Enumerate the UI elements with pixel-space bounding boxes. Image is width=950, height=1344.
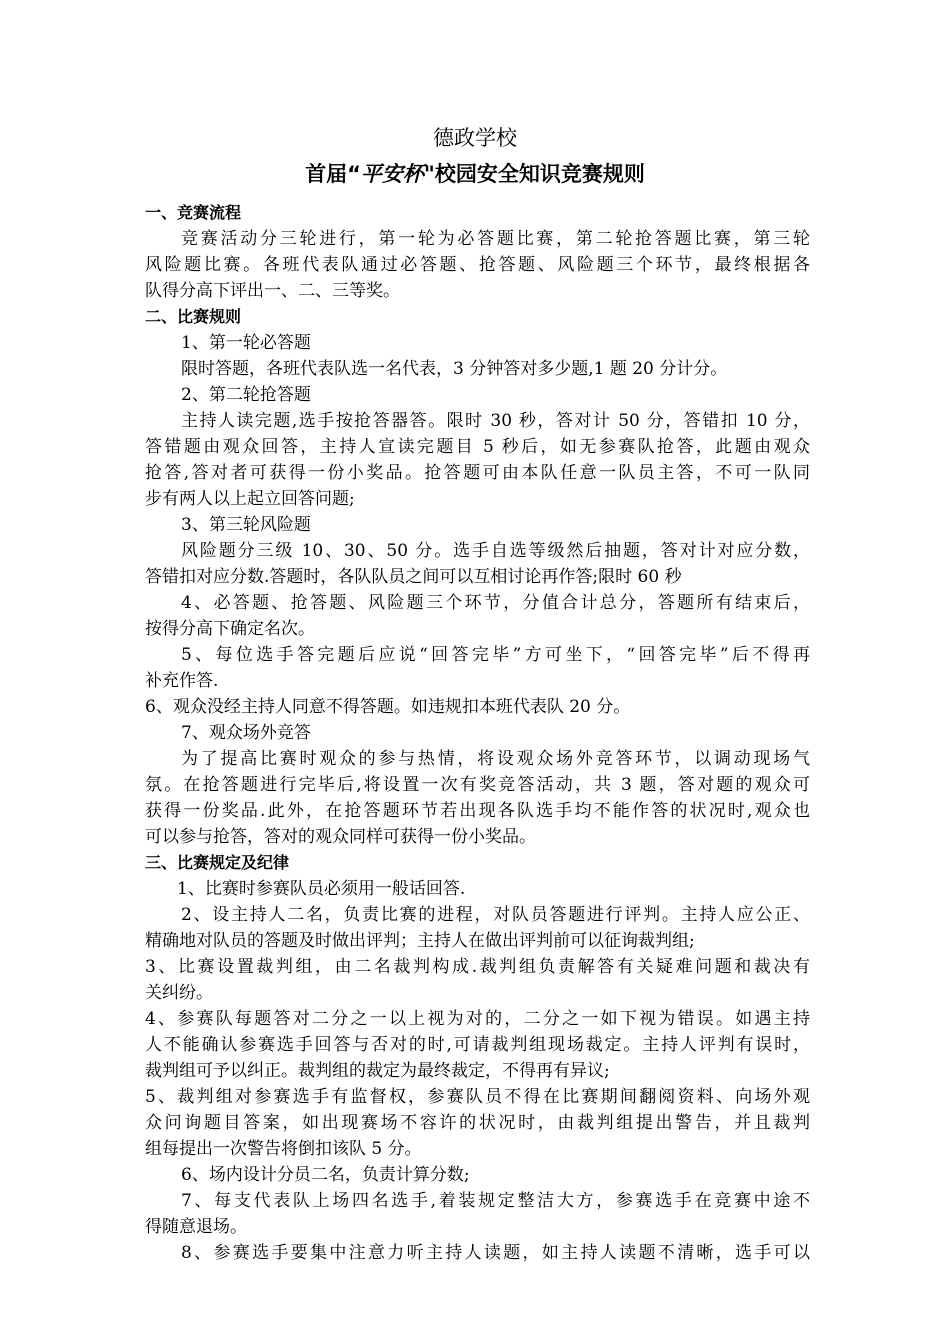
text-line: 氛。在抢答题进行完毕后,将设置一次有奖竞答活动，共 3 题，答对题的观众可 — [145, 775, 810, 795]
section-heading: 三、比赛规定及纪律 — [145, 853, 290, 872]
title-quote-open: “ — [347, 162, 361, 186]
text-line: 获得一份奖品.此外，在抢答题环节若出现各队选手均不能作答的状况时,观众也 — [145, 801, 810, 821]
text-line: 答错题由观众回答，主持人宣读完题目 5 秒后，如无参赛队抢答，此题由观众 — [145, 437, 810, 457]
text-line: 1、第一轮必答题 — [181, 333, 311, 353]
text-line: 5、裁判组对参赛选手有监督权，参赛队员不得在比赛期间翻阅资料、向场外观 — [145, 1087, 810, 1107]
text-line: 2、设主持人二名，负责比赛的进程，对队员答题进行评判。主持人应公正、 — [181, 905, 810, 925]
title-cup-name: 平安杯 — [360, 161, 424, 186]
text-line: 3、比赛设置裁判组，由二名裁判构成.裁判组负责解答有关疑难问题和裁决有 — [145, 957, 810, 977]
text-line: 关纠纷。 — [145, 983, 213, 1003]
text-line: 组每提出一次警告将倒扣该队 5 分。 — [145, 1139, 422, 1159]
text-line: 精确地对队员的答题及时做出评判；主持人在做出评判前可以征询裁判组; — [145, 931, 695, 951]
text-line: 风险题比赛。各班代表队通过必答题、抢答题、风险题三个环节，最终根据各 — [145, 255, 810, 275]
text-line: 2、第二轮抢答题 — [181, 385, 311, 405]
document-body — [145, 200, 810, 1266]
text-line: 6、场内设计分员二名，负责计算分数; — [181, 1165, 470, 1185]
text-line: 答错扣对应分数.答题时，各队队员之间可以互相讨论再作答;限时 60 秒 — [145, 567, 682, 587]
text-line: 风险题分三级 10、30、50 分。选手自选等级然后抽题，答对计对应分数， — [181, 541, 810, 561]
section-heading: 二、比赛规则 — [145, 307, 242, 326]
text-line: 4、参赛队每题答对二分之一以上视为对的，二分之一如下视为错误。如遇主持 — [145, 1009, 810, 1029]
text-line: 按得分高下确定名次。 — [145, 619, 315, 639]
text-line: 5、每位选手答完题后应说“回答完毕”方可坐下，“回答完毕”后不得再 — [181, 645, 810, 665]
title-quote-close: " — [423, 162, 435, 186]
text-line: 人不能确认参赛选手回答与否对的时,可请裁判组现场裁定。主持人评判有误时， — [145, 1035, 810, 1055]
text-line: 6、观众没经主持人同意不得答题。如违规扣本班代表队 20 分。 — [145, 697, 631, 717]
text-line: 抢答,答对者可获得一份小奖品。抢答题可由本队任意一队员主答，不可一队同 — [145, 463, 810, 483]
text-line: 7、每支代表队上场四名选手,着装规定整洁大方，参赛选手在竞赛中途不 — [181, 1191, 810, 1211]
text-line: 主持人读完题,选手按抢答器答。限时 30 秒，答对计 50 分，答错扣 10 分， — [181, 411, 810, 431]
text-line: 步有两人以上起立回答问题; — [145, 489, 355, 509]
text-line: 7、观众场外竞答 — [181, 723, 311, 743]
text-line: 8、参赛选手要集中注意力听主持人读题，如主持人读题不清晰，选手可以 — [181, 1243, 810, 1263]
text-line: 裁判组可予以纠正。裁判组的裁定为最终裁定，不得再有异议; — [145, 1061, 610, 1081]
text-line: 可以参与抢答，答对的观众同样可获得一份小奖品。 — [145, 827, 536, 847]
document-title — [0, 158, 950, 188]
text-line: 得随意退场。 — [145, 1217, 247, 1237]
title-prefix: 首届 — [305, 162, 348, 186]
school-name: 德政学校 — [433, 126, 517, 150]
text-line: 4、必答题、抢答题、风险题三个环节，分值合计总分，答题所有结束后， — [181, 593, 810, 613]
text-line: 众问询题目答案，如出现赛场不容许的状况时，由裁判组提出警告，并且裁判 — [145, 1113, 810, 1133]
text-line: 3、第三轮风险题 — [181, 515, 311, 535]
text-line: 为了提高比赛时观众的参与热情，将设观众场外竞答环节，以调动现场气 — [181, 749, 810, 769]
title-suffix: 校园安全知识竞赛规则 — [434, 162, 645, 186]
text-line: 限时答题，各班代表队选一名代表，3 分钟答对多少题,1 题 20 分计分。 — [181, 359, 728, 379]
text-line: 队得分高下评出一、二、三等奖。 — [145, 281, 400, 301]
section-heading: 一、竞赛流程 — [145, 203, 242, 222]
text-line: 竞赛活动分三轮进行，第一轮为必答题比赛，第二轮抢答题比赛，第三轮 — [181, 229, 810, 249]
text-line: 1、比赛时参赛队员必须用一般话回答. — [177, 879, 466, 899]
text-line: 补充作答. — [145, 671, 219, 691]
